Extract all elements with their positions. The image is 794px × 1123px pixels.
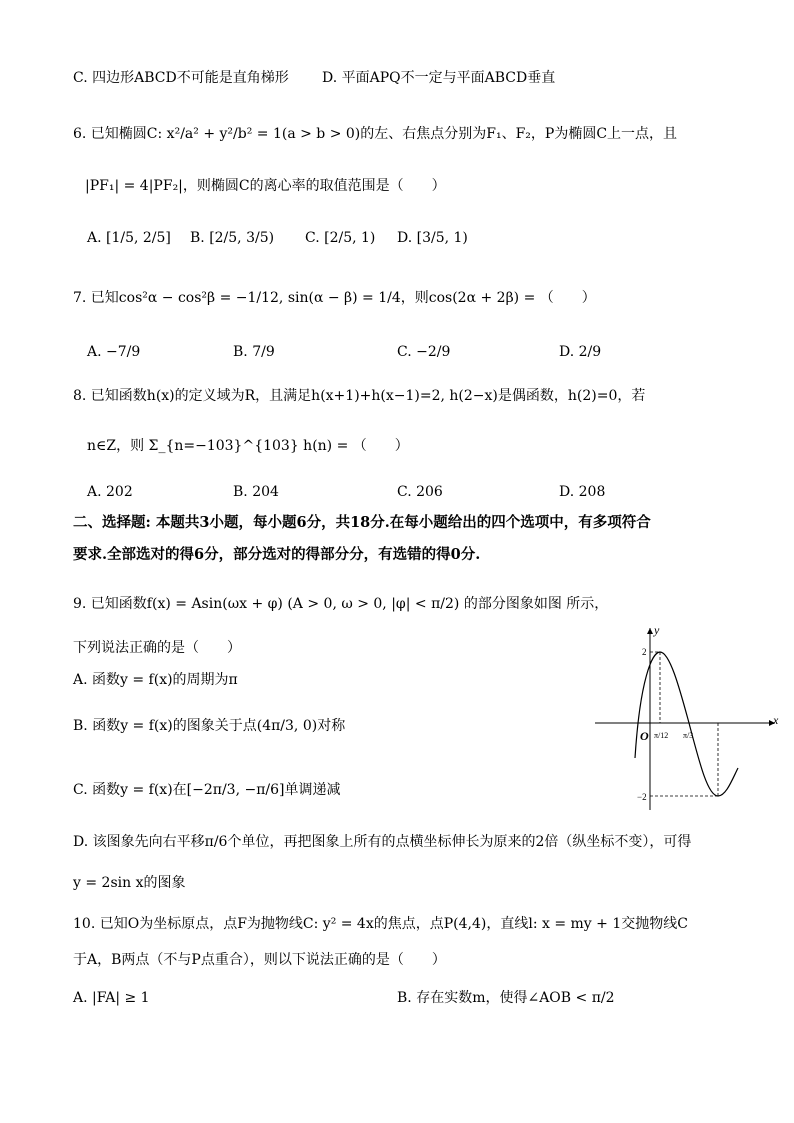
q8-option-a: A. 202 (87, 484, 133, 500)
y-min-label: −2 (637, 792, 647, 802)
q9-option-a: A. 函数y = f(x)的周期为π (73, 672, 238, 688)
y-max-label: 2 (642, 647, 647, 657)
q9-option-d: D. 该图象先向右平移π/6个单位，再把图象上所有的点横坐标伸长为原来的2倍（纵坐标不变），可得 (73, 834, 692, 850)
option-c-prev: C. 四边形ABCD不可能是直角梯形 (73, 70, 289, 86)
q8-option-c: C. 206 (397, 484, 443, 500)
q7-option-d: D. 2/9 (559, 344, 602, 360)
x-axis-label: x (773, 713, 779, 727)
q7-option-a: A. −7/9 (87, 344, 141, 360)
tick-pi3-label: π/3 (683, 731, 694, 740)
q9-stem-line2: 下列说法正确的是（ ） (73, 640, 241, 656)
q6-option-b: B. [2/5, 3/5) (190, 230, 275, 246)
q6-option-c: C. [2/5, 1) (305, 230, 376, 246)
q10-stem-line1: 10. 已知O为坐标原点，点F为抛物线C: y² = 4x的焦点，点P(4,4)，直线l: x = my + 1交抛物线C (73, 916, 688, 932)
y-axis-label: y (654, 623, 660, 637)
q7-option-c: C. −2/9 (397, 344, 451, 360)
section2-line2: 要求.全部选对的得6分，部分选对的得部分分，有选错的得0分. (73, 546, 481, 563)
q6-stem-line1: 6. 已知椭圆C: x²/a² + y²/b² = 1(a > b > 0)的左、右焦点分别为F₁、F₂，P为椭圆C上一点，且 (73, 126, 678, 142)
q9-option-c: C. 函数y = f(x)在[−2π/3, −π/6]单调递减 (73, 782, 341, 798)
q6-stem-line2: |PF₁| = 4|PF₂|，则椭圆C的离心率的取值范围是（ ） (85, 178, 446, 194)
q10-option-a: A. |FA| ≥ 1 (73, 990, 150, 1006)
section2-line1: 二、选择题: 本题共3小题，每小题6分，共18分.在每小题给出的四个选项中，有多项符合 (73, 514, 651, 531)
q8-stem-line1: 8. 已知函数h(x)的定义域为R，且满足h(x+1)+h(x−1)=2, h(2−x)是偶函数，h(2)=0，若 (73, 388, 646, 404)
q9-stem-line1: 9. 已知函数f(x) = Asin(ωx + φ) (A > 0, ω > 0, |φ| < π/2) 的部分图象如图 所示， (73, 596, 609, 612)
q6-option-d: D. [3/5, 1) (397, 230, 468, 246)
q10-option-b: B. 存在实数m，使得∠AOB < π/2 (397, 990, 615, 1006)
q8-option-d: D. 208 (559, 484, 606, 500)
q10-stem-line2: 于A，B两点（不与P点重合），则以下说法正确的是（ ） (73, 952, 446, 968)
q6-option-a: A. [1/5, 2/5] (87, 230, 171, 246)
q8-option-b: B. 204 (233, 484, 279, 500)
option-d-prev: D. 平面APQ不一定与平面ABCD垂直 (322, 70, 556, 86)
q8-stem-line2: n∈Z，则 Σ_{n=−103}^{103} h(n) = （ ） (87, 438, 409, 454)
q9-option-d-line2: y = 2sin x的图象 (73, 875, 186, 891)
q9-option-b: B. 函数y = f(x)的图象关于点(4π/3, 0)对称 (73, 718, 346, 734)
q7-stem: 7. 已知cos²α − cos²β = −1/12, sin(α − β) = 1/4，则cos(2α + 2β) = （ ） (73, 290, 596, 306)
tick-pi12-label: π/12 (654, 731, 669, 740)
q7-option-b: B. 7/9 (233, 344, 275, 360)
origin-label: O (640, 729, 649, 743)
q9-sine-graph (590, 620, 785, 815)
